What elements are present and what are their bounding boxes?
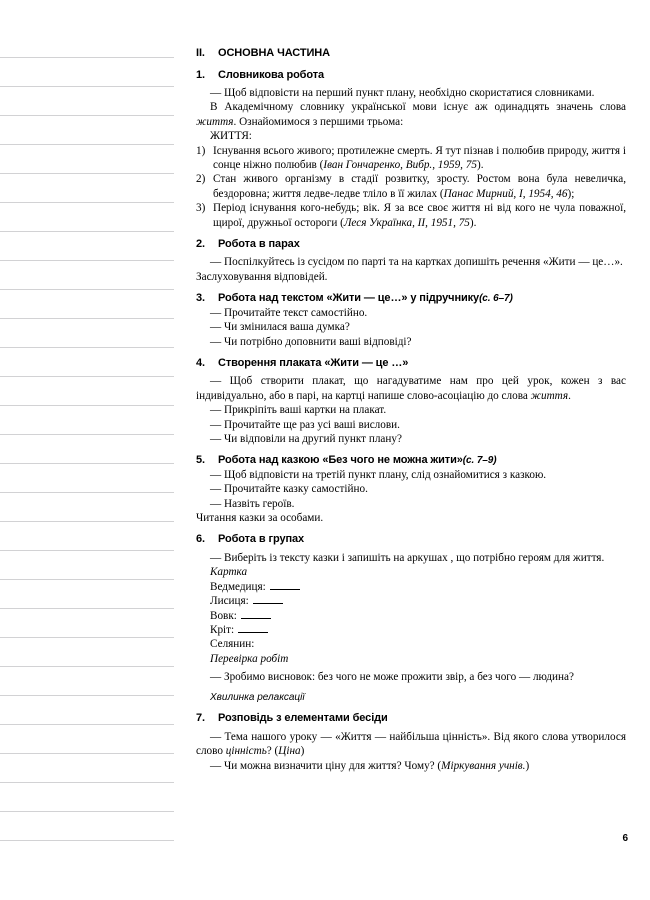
definition-citation-3: Леся Українка, II, 1951, 75 [343,216,470,229]
definition-text-3: Період існування кого-небудь; вік. Я за все своє життя ні від кого не чула поважної, щирої, дружньої остороги ( [213,202,626,229]
definition-number-3: 3) [196,202,206,215]
card-label-krit: Кріт: [210,623,235,636]
card-row-selianyn [196,637,626,651]
notes-rule-line [0,86,174,87]
subsection-title-1: Словникова робота [218,68,325,81]
definition-item-3 [196,201,626,230]
notes-rule-line [0,57,174,58]
card-row-vovk [196,609,626,623]
notes-rule-line [0,231,174,232]
page-reference-3: (с. 6–7) [479,293,513,305]
dash-line-4-2: — Прочитайте ще раз усі ваші вислови. [210,418,400,431]
document-text-column [196,46,626,773]
subsection-title-4: Створення плаката «Жити — це …» [218,356,409,369]
notes-rule-line [0,840,174,841]
card-row-krit [196,623,626,637]
notes-rule-line [0,144,174,145]
subsection-title-6: Робота в групах [218,533,305,546]
section-roman-numeral: II. [196,47,205,59]
page-number: 6 [622,833,628,844]
question-text-7: — Чи можна визначити ціну для життя? Чому? ( [210,759,442,772]
card-label-vovk: Вовк: [210,609,237,622]
notes-rule-line [0,579,174,580]
italic-word-tsina: Ціна [278,745,301,758]
dictionary-word-head: ЖИТТЯ: [210,130,252,143]
definition-citation-1: Іван Гончаренко, Вибр., 1959, 75 [323,158,477,171]
notes-rule-line [0,753,174,754]
definition-tail-1: ). [476,158,484,171]
subsection-heading-6 [196,532,626,547]
definition-text-1: Існування всього живого; протилежне смерть. Я тут пізнав і полюбив природу, життя і сонце ніжно полюбив ( [213,144,626,171]
italic-word-zhyttya-2: життя [530,389,569,402]
page-reference-5: (с. 7–9) [462,455,497,467]
dash-line-3-2: — Чи змінилася ваша думка? [210,321,350,334]
subsection-title-3: Робота над текстом «Жити — це…» у підручнику [218,292,480,305]
dash-line-5-2: — Прочитайте казку самостійно. [210,483,368,496]
notes-rule-line [0,434,174,435]
subsection-heading-7 [196,711,626,726]
notes-rule-line [0,318,174,319]
definition-tail-3: ). [469,216,477,229]
question-italic-7: Міркування учнів. [441,759,526,772]
subsection-heading-4 [196,356,626,371]
notes-rule-line [0,115,174,116]
paragraph-2-1: — Поспілкуйтесь із сусідом по парті та на картках допишіть речення «Жити — це…». [210,256,623,269]
notes-rule-line [0,666,174,667]
subsection-number-3: 3. [196,292,205,305]
dash-line-5-1: — Щоб відповісти на третій пункт плану, слід ознайомитися з казкою. [210,468,547,481]
subsection-number-1: 1. [196,68,205,81]
section-roman-title: ОСНОВНА ЧАСТИНА [218,47,330,59]
card-row-vedmedytsia [196,580,626,594]
card-blank-lysytsia[interactable] [253,594,283,604]
dash-line-3-3: — Чи потрібно доповнити ваші відповіді? [210,335,412,348]
dash-line-5-3: — Назвіть героїв. [210,497,295,510]
section-heading-roman [196,46,626,61]
notes-margin [0,0,174,900]
italic-word-tsinnist: цінність [225,745,267,758]
dash-line-4-3: — Чи відповіли на другий пункт плану? [210,433,402,445]
conclusion-line-6: — Зробимо висновок: без чого не може прожити звір, а без чого — людина? [210,671,574,684]
notes-rule-line [0,782,174,783]
card-row-lysytsia [196,594,626,608]
notes-rule-line [0,347,174,348]
reading-note-5: Читання казки за особами. [196,512,324,525]
card-title: Картка [210,566,248,579]
card-blank-vedmedytsia[interactable] [270,580,300,590]
notes-rule-line [0,289,174,290]
question-tail-7: ) [525,759,530,772]
notes-rule-line [0,521,174,522]
relaxation-note: Хвилинка релаксації [210,691,305,703]
paragraph-7-intro: — Тема нашого уроку — «Життя — найбільша цінність». Від якого слова утворилося слово цінність? (Ціна) [196,730,626,758]
notes-rule-line [0,695,174,696]
paragraph-1-1: — Щоб відповісти на перший пункт плану, необхідно скористатися словниками. [210,87,595,100]
definition-tail-2: ); [567,187,575,200]
question-line-7 [196,759,626,773]
dictionary-definitions-list [196,144,626,230]
notes-rule-line [0,173,174,174]
card-blank-vovk[interactable] [241,609,271,619]
dash-line-4-1: — Прикріпіть ваші картки на плакат. [210,404,387,417]
notes-rule-line [0,608,174,609]
paragraph-2-2: Заслуховування відповідей. [196,270,328,283]
italic-word-zhyttya: життя [196,115,234,128]
notes-rule-line [0,405,174,406]
subsection-title-5: Робота над казкою «Без чого не можна жити» [218,454,463,467]
subsection-number-4: 4. [196,356,205,369]
paragraph-6-intro: — Виберіть із тексту казки і запишіть на аркушах , що потрібно героям для життя. [210,551,605,564]
subsection-heading-1 [196,68,626,83]
card-label-selianyn: Селянин: [210,638,255,651]
paragraph-1-2: В Академічному словнику української мови існує аж одинадцять значень слова життя. Ознайомимося з першими трьома: [196,101,626,128]
definition-text-2: Стан живого організму в стадії розвитку, зросту. Ростом вона була невеличка, бездоровна; життя ледве-ледве тліло в її жилах ( [213,173,626,200]
notes-rule-line [0,724,174,725]
dash-line-3-1: — Прочитайте текст самостійно. [210,306,368,319]
notes-rule-line [0,811,174,812]
subsection-title-7: Розповідь з елементами бесіди [218,712,388,725]
definition-number-1: 1) [196,144,206,157]
subsection-heading-3 [196,291,626,306]
notes-rule-line [0,463,174,464]
notes-rule-line [0,202,174,203]
notes-rule-line [0,637,174,638]
subsection-number-7: 7. [196,712,205,725]
definition-item-1 [196,144,626,173]
subsection-number-2: 2. [196,237,205,250]
definition-number-2: 2) [196,173,206,186]
notes-rule-line [0,260,174,261]
notes-rule-line [0,492,174,493]
paragraph-4-intro: — Щоб створити плакат, що нагадуватиме нам про цей урок, кожен з вас індивідуально, або в парі, на картці напише слово-асоціацію до слова життя. [196,375,626,402]
card-label-vedmedytsia: Ведмедиця: [210,580,266,593]
definition-citation-2: Панас Мирний, I, 1954, 46 [443,187,568,200]
card-blank-krit[interactable] [238,623,268,633]
notes-rule-line [0,376,174,377]
check-works-title: Перевірка робіт [210,652,289,665]
subsection-heading-2 [196,237,626,252]
definition-item-2 [196,172,626,201]
subsection-number-5: 5. [196,454,205,467]
subsection-title-2: Робота в парах [218,237,300,250]
card-label-lysytsia: Лисиця: [210,595,249,608]
subsection-number-6: 6. [196,533,205,546]
notes-rule-line [0,550,174,551]
subsection-heading-5 [196,453,626,468]
